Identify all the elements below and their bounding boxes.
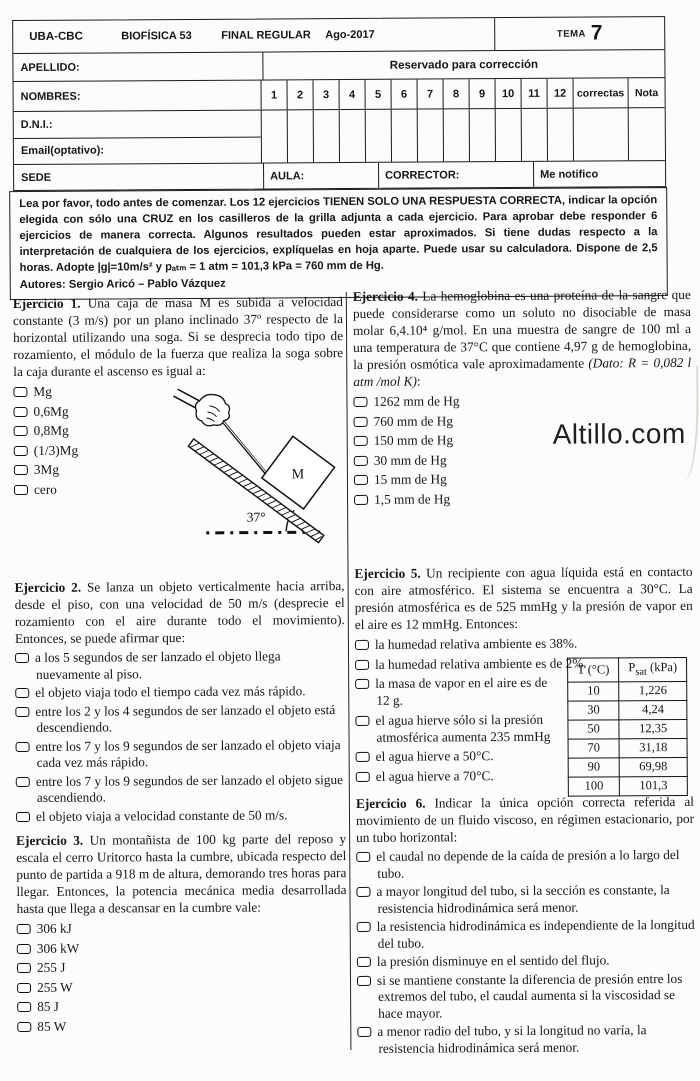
checkbox[interactable] <box>356 752 370 762</box>
table-row <box>568 719 687 739</box>
checkbox[interactable] <box>354 494 368 504</box>
answer-grid-numbers <box>262 78 665 109</box>
grid-number-cell: 6 <box>392 80 418 109</box>
nombres-label: NOMBRES: <box>20 90 81 103</box>
option-text: 15 mm de Hg <box>373 471 447 487</box>
psat-cell: 1,226 <box>619 681 687 700</box>
right-column <box>353 286 696 1059</box>
option-text: 306 kJ <box>36 920 72 936</box>
option-text: entre los 7 y los 9 segundos de ser lanzado el objeto sigue ascendiendo. <box>35 771 344 805</box>
temp-cell: 90 <box>568 757 619 776</box>
apellido-row <box>13 50 664 82</box>
email-label: Email(optativo): <box>20 144 105 158</box>
option-text: 0,8Mg <box>33 422 69 438</box>
answer-grid-boxes <box>262 108 665 162</box>
altillo-watermark: Altillo.com <box>552 417 686 450</box>
psat-cell: 101,3 <box>620 776 688 795</box>
option-text: (1/3)Mg <box>33 442 79 458</box>
answer-box-4[interactable] <box>340 110 366 162</box>
exercise-4-text: La hemoglobina es una proteína de la sangre que puede considerarse como un soluto no disociable de masa molar 6,4.10⁴ g/mol. En una muestra de sangre de 100 ml a una temperatura de 37°C que contiene 4,97 g de hemoglobina, la presión osmótica vale aproximadamente <box>352 286 692 372</box>
grid-number-cell: 8 <box>444 79 470 108</box>
answer-box-5[interactable] <box>366 110 392 162</box>
option <box>17 938 347 957</box>
exercise-1-stem <box>13 293 344 380</box>
answer-box-2[interactable] <box>288 110 314 162</box>
checkbox[interactable] <box>355 679 369 689</box>
option <box>355 634 693 653</box>
option-text: el agua hierve sólo si la presión atmosférica aumenta 235 mmHg <box>375 711 551 745</box>
exercise-4-stem <box>353 286 692 390</box>
subject-label: BIOFÍSICA 53 <box>121 29 192 43</box>
psat-cell: 12,35 <box>619 719 687 738</box>
temp-cell: 50 <box>568 719 619 738</box>
corrector-label: CORRECTOR: <box>385 168 460 182</box>
exercise-3-text: Un montañista de 100 kg parte del reposo y escala el cerro Uritorco hasta la cumbre, ubicada respecto del punto de partida a 918 m de altura, demorando tres horas para llegar. Entonces, la potencia mecánica media desarrollada hasta que llega a descansar en la cumbre vale: <box>16 831 347 917</box>
aula-label: AULA: <box>270 169 305 182</box>
exercise-6-options <box>356 847 695 1057</box>
answer-box-12[interactable] <box>548 109 574 161</box>
checkbox[interactable] <box>354 436 368 446</box>
exercise-5-text: Un recipiente con agua líquida está en contacto con aire atmosférico. El sistema se encuentra a 30°C. La presión atmosférica es de 525 mmHg y la presión de vapor en el aire es 12 mmHg. Entonces: <box>354 563 693 632</box>
option <box>354 488 692 507</box>
nota-header: Nota <box>634 86 659 99</box>
checkbox[interactable] <box>354 416 368 426</box>
psat-cell: 69,98 <box>619 757 687 776</box>
exam-type-label: FINAL REGULAR <box>221 29 311 42</box>
checkbox[interactable] <box>356 852 370 862</box>
option <box>15 648 345 683</box>
option <box>356 882 694 917</box>
checkbox[interactable] <box>357 1027 371 1037</box>
option-text: 306 kW <box>36 940 80 956</box>
option <box>355 710 557 745</box>
psat-cell: 4,24 <box>619 700 687 719</box>
temp-cell: 70 <box>568 738 619 757</box>
hand-icon <box>173 389 229 426</box>
checkbox[interactable] <box>357 957 371 967</box>
grid-number-cell: 9 <box>470 79 496 108</box>
dni-field[interactable] <box>14 111 261 139</box>
checkbox[interactable] <box>354 475 368 485</box>
option <box>356 747 558 765</box>
answer-box-8[interactable] <box>444 109 470 161</box>
exercise-4-colon: : <box>416 373 421 389</box>
option-text: la resistencia hidrodinámica es independiente de la longitud del tubo. <box>376 916 695 951</box>
option-text: 1,5 mm de Hg <box>374 490 451 507</box>
option <box>354 449 692 468</box>
psat-header: $P_{sat}$ (kPa) <box>619 657 687 681</box>
option <box>17 918 347 937</box>
exercise-6-title: Ejercicio 6. <box>355 795 426 811</box>
checkbox[interactable] <box>17 924 31 934</box>
sede-label: SEDE <box>21 171 52 184</box>
checkbox[interactable] <box>355 715 369 725</box>
instructions-box <box>9 187 668 300</box>
checkbox[interactable] <box>13 387 27 397</box>
option-text: 255 J <box>36 959 66 975</box>
exercise-6-text: Indicar la única opción correcta referida al movimiento de un fluido viscoso, en régimen estacionario, por un tubo horizontal: <box>355 793 695 845</box>
grid-number-cell: 5 <box>366 80 392 109</box>
option <box>354 469 692 488</box>
table-row <box>568 681 687 701</box>
answer-box-1[interactable] <box>262 110 288 162</box>
option-text: la humedad relativa ambiente es de 2%. <box>375 655 587 672</box>
option-text: 85 W <box>37 1018 67 1034</box>
checkbox[interactable] <box>15 688 29 698</box>
checkbox[interactable] <box>14 445 28 455</box>
exam-header-table <box>12 16 666 191</box>
option-text: Mg <box>33 383 52 399</box>
option-text: a mayor longitud del tubo, si la sección es constante, la resistencia hidrodinámica será menor. <box>376 882 670 916</box>
me-notifico-field[interactable] <box>534 161 665 187</box>
correctas-box[interactable] <box>574 108 629 160</box>
checkbox[interactable] <box>355 640 369 650</box>
temp-cell: 30 <box>568 700 619 719</box>
apellido-field[interactable] <box>13 53 263 82</box>
answer-box-10[interactable] <box>496 109 522 161</box>
answer-box-9[interactable] <box>470 109 496 161</box>
checkbox[interactable] <box>17 982 31 992</box>
checkbox[interactable] <box>17 1002 31 1012</box>
option-text: 150 mm de Hg <box>373 432 454 448</box>
exercise-4-dato: (Dato: R = 0,082 l atm /mol K) <box>353 354 692 389</box>
grid-number-cell: 11 <box>522 79 548 108</box>
temp-cell: 10 <box>568 681 619 700</box>
checkbox[interactable] <box>15 653 29 663</box>
option <box>16 807 346 826</box>
option-text: a los 5 segundos de ser lanzado el objeto llega nuevamente al piso. <box>34 648 281 682</box>
tema-label: TEMA <box>556 28 586 40</box>
option <box>356 766 558 784</box>
nombres-row <box>14 78 665 112</box>
option <box>17 996 347 1015</box>
option-text: el objeto viaja todo el tiempo cada vez más rápido. <box>35 683 306 700</box>
exam-date-label: Ago-2017 <box>325 28 375 42</box>
option-text: 1262 mm de Hg <box>373 393 460 409</box>
grid-number-cell: 3 <box>314 80 340 109</box>
instructions-text: Lea por favor, todo antes de comenzar. Los 12 ejercicios TIENEN SOLO UNA RESPUESTA CORRECTA, indicar la opción elegida con sólo una CRUZ en los casilleros de la grilla adjunta a cada ejercicio. Para aprobar debe responder 6 ejercicios de manera correcta. Algunos resultados pueden estar aproximados. Si tiene dudas respecto a la interpretación de cualquiera de los ejercicios, explíquelas en hoja aparte. Puede usar su calculadora. Dispone de 2,5 horas. Adopte |g|=10m/s² y pₐₜₘ = 1 atm = 101,3 kPa = 760 mm de Hg. <box>19 194 658 274</box>
checkbox[interactable] <box>356 887 370 897</box>
tema-cell <box>494 17 664 50</box>
exercise-3 <box>16 830 347 1035</box>
sede-row <box>14 161 665 190</box>
exercise-5 <box>354 563 693 795</box>
grid-number-cell: 4 <box>340 80 366 109</box>
checkbox[interactable] <box>353 397 367 407</box>
grid-number-cell: 7 <box>418 79 444 108</box>
checkbox[interactable] <box>14 465 28 475</box>
option <box>16 772 346 807</box>
option-text: el objeto viaja a velocidad constante de 50 m/s. <box>35 806 288 824</box>
option-text: si se mantiene constante la diferencia de presión entre los extremos del tubo, el caudal aumenta si la viscosidad se hace mayor. <box>376 970 683 1021</box>
exercise-1-text: Una caja de masa M es subida a velocidad constante (3 m/s) por un plano inclinado 37º respecto de la horizontal utilizando una soga. Si se desprecia todo tipo de rozamiento, el módulo de la fuerza que realiza la soga sobre la caja durante el ascenso es igual a: <box>12 294 344 380</box>
exercise-6-stem <box>356 793 694 846</box>
option <box>357 917 695 952</box>
table-header-row <box>568 657 687 681</box>
saturation-pressure-table <box>567 657 688 796</box>
option-text: 30 mm de Hg <box>373 451 447 468</box>
option-text: el caudal no depende de la caída de presión a lo largo del tubo. <box>376 846 680 881</box>
option <box>357 952 695 971</box>
psat-cell: 31,18 <box>619 738 687 757</box>
table-row <box>568 757 687 777</box>
checkbox[interactable] <box>354 455 368 465</box>
table-row <box>568 738 687 758</box>
option <box>356 847 694 882</box>
answer-box-6[interactable] <box>392 110 418 162</box>
option-text: 0,6Mg <box>33 403 69 419</box>
left-column <box>13 293 348 1037</box>
dni-email-row <box>14 108 665 165</box>
option-text: entre los 7 y los 9 segundos de ser lanzado el objeto viaja cada vez más rápido. <box>35 736 341 770</box>
inclined-plane-figure <box>169 388 345 561</box>
checkbox[interactable] <box>14 426 28 436</box>
checkbox[interactable] <box>17 1021 31 1031</box>
option-text: a menor radio del tubo, y si la longitud no varía, la resistencia hidrodinámica será menor. <box>377 1022 647 1056</box>
exercise-3-stem <box>16 830 347 917</box>
option <box>353 391 691 410</box>
option-text: entre los 2 y los 4 segundos de ser lanzado el objeto está descendiendo. <box>35 701 336 735</box>
option-text: 3Mg <box>33 461 60 477</box>
correctas-header: correctas <box>574 78 629 107</box>
option <box>357 970 695 1022</box>
exercise-1 <box>13 293 345 579</box>
option-text: la presión disminuye en el sentido del flujo. <box>376 952 610 969</box>
exercise-3-options <box>17 918 348 1035</box>
checkbox[interactable] <box>13 406 27 416</box>
option-text: la humedad relativa ambiente es 38%. <box>374 635 578 652</box>
checkbox[interactable] <box>355 659 369 669</box>
temp-cell: 100 <box>568 776 619 795</box>
option-text: 255 W <box>36 979 73 995</box>
grid-number-cell: 12 <box>548 79 574 108</box>
option-text: cero <box>33 481 57 497</box>
aula-field[interactable] <box>264 163 379 189</box>
grid-number-cell: 2 <box>288 80 314 109</box>
option <box>17 977 347 996</box>
exercise-5-title: Ejercicio 5. <box>354 565 421 581</box>
exercise-2-options <box>15 648 346 825</box>
institution-label: UBA-CBC <box>29 30 83 43</box>
exercise-3-title: Ejercicio 3. <box>16 832 84 849</box>
exercise-4-title: Ejercicio 4. <box>352 288 418 304</box>
sede-field[interactable] <box>14 164 264 191</box>
checkbox[interactable] <box>16 776 30 786</box>
authors-line: Autores: Sergio Aricó – Pablo Vázquez <box>19 277 226 291</box>
temp-header: T (°C) <box>568 658 619 682</box>
exercise-6 <box>356 793 696 1057</box>
exercise-2-text: Se lanza un objeto verticalmente hacia arriba, desde el piso, con una velocidad de 50 m/s (desprecie el rozamiento con el aire durante todo el movimiento). Entonces, se puede afirmar que: <box>14 578 345 647</box>
checkbox[interactable] <box>17 963 31 973</box>
checkbox[interactable] <box>14 484 28 494</box>
checkbox[interactable] <box>16 811 30 821</box>
option-text: la masa de vapor en el aire es de 12 g. <box>375 674 548 708</box>
me-notifico-label: Me notifico <box>540 167 599 181</box>
exercise-2-stem <box>15 577 345 647</box>
option-text: 85 J <box>37 998 60 1014</box>
answer-box-11[interactable] <box>522 109 548 161</box>
tema-number: 7 <box>590 21 603 45</box>
option <box>16 737 346 772</box>
option <box>355 674 557 709</box>
box-mass-label: M <box>291 467 305 483</box>
exercise-2 <box>15 577 347 832</box>
reservado-label: Reservado para corrección <box>389 58 539 72</box>
option <box>15 702 345 737</box>
option-text: el agua hierve a 50°C. <box>375 748 494 764</box>
exercise-1-title: Ejercicio 1. <box>12 295 81 312</box>
table-row <box>568 700 687 720</box>
corrector-field[interactable] <box>379 162 534 188</box>
option <box>17 1016 347 1035</box>
grid-number-cell: 1 <box>262 80 288 109</box>
apellido-label: APELLIDO: <box>20 61 80 74</box>
exercise-5-stem <box>354 563 692 633</box>
checkbox[interactable] <box>356 771 370 781</box>
nombres-field[interactable] <box>14 81 262 112</box>
checkbox[interactable] <box>15 706 29 716</box>
option <box>17 957 347 976</box>
exercise-2-title: Ejercicio 2. <box>14 579 82 596</box>
option-text: 760 mm de Hg <box>373 412 454 429</box>
answer-box-3[interactable] <box>314 110 340 162</box>
angle-label: 37° <box>246 509 266 525</box>
grid-number-cell: 10 <box>496 79 522 108</box>
option <box>15 683 345 702</box>
option-text: el agua hierve a 70°C. <box>375 767 494 784</box>
checkbox[interactable] <box>357 975 371 985</box>
nota-box[interactable] <box>629 108 665 160</box>
checkbox[interactable] <box>357 922 371 932</box>
header-title-row <box>13 17 664 54</box>
answer-box-7[interactable] <box>418 109 444 161</box>
checkbox[interactable] <box>16 741 30 751</box>
email-field[interactable] <box>14 137 261 164</box>
dni-label: D.N.I.: <box>20 118 53 131</box>
checkbox[interactable] <box>17 943 31 953</box>
option <box>357 1022 695 1057</box>
